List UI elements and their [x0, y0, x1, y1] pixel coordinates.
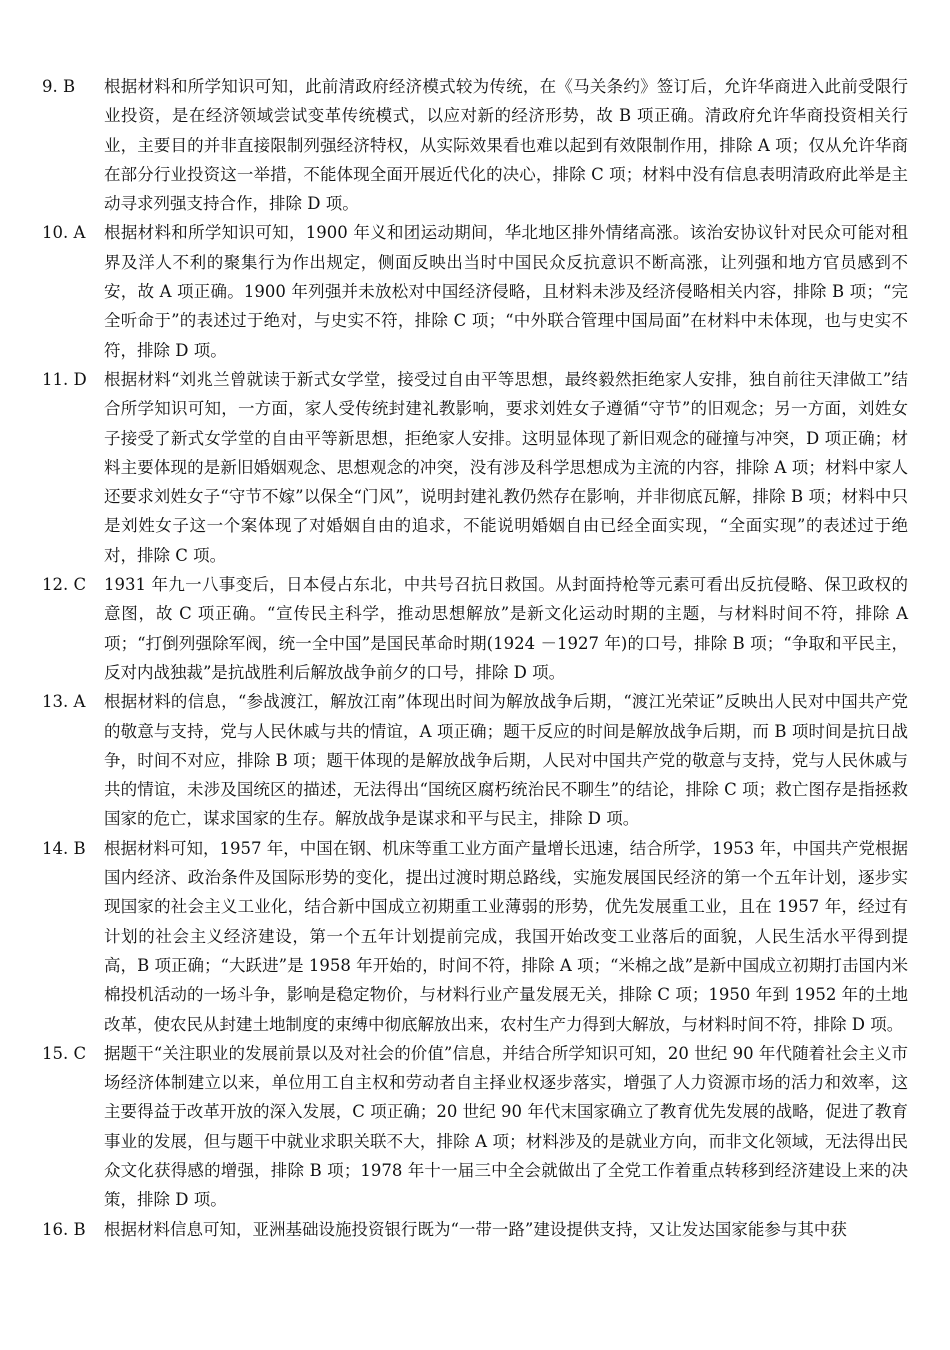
answer-explanation: 根据材料的信息，“参战渡江，解放江南”体现出时间为解放战争后期，“渡江光荣证”反映出人民对中国共产党的敬意与支持，党与人民休戚与共的情谊，A 项正确；题干反应的时间是解放战争后期，而 B 项时间是抗日战争，时间不对应，排除 B 项；题干体现的是解放战争后期，人民对中国共产党的敬意与支持，党与人民休戚与共的情谊，未涉及国统区的描述，无法得出“国统区腐朽统治民不聊生”的结论，排除 C 项；救亡图存是指拯救国家的危亡，谋求国家的生存。解放战争是谋求和平与民主，排除 D 项。 [104, 692, 908, 829]
answer-explanation: 根据材料和所学知识可知，1900 年义和团运动期间，华北地区排外情绪高涨。该治安协议针对民众可能对租界及洋人不利的聚集行为作出规定，侧面反映出当时中国民众反抗意识不断高涨，让列强和地方官员感到不安，故 A 项正确。1900 年列强并未放松对中国经济侵略，且材料未涉及经济侵略相关内容，排除 B 项；“完全听命于”的表述过于绝对，与史实不符，排除 C 项；“中外联合管理中国局面”在材料中未体现，也与史实不符，排除 D 项。 [104, 223, 908, 360]
answer-item-10 [42, 218, 908, 364]
answer-explanation: 根据材料可知，1957 年，中国在钢、机床等重工业方面产量增长迅速，结合所学，1953 年，中国共产党根据国内经济、政治条件及国际形势的变化，提出过渡时期总路线，实施发展国民经济的第一个五年计划，逐步实现国家的社会主义工业化，结合新中国成立初期重工业薄弱的形势，优先发展重工业，且在 1957 年，经过有计划的社会主义经济建设，第一个五年计划提前完成，我国开始改变工业落后的面貌，人民生活水平得到提高，B 项正确；“大跃进”是 1958 年开始的，时间不符，排除 A 项；“米棉之战”是新中国成立初期打击国内米棉投机活动的一场斗争，影响是稳定物价，与材料行业产量发展无关，排除 C 项；1950 年到 1952 年的土地改革，使农民从封建土地制度的束缚中彻底解放出来，农村生产力得到大解放，与材料时间不符，排除 D 项。 [104, 838, 908, 1034]
answer-item-12 [42, 570, 908, 687]
answer-item-11 [42, 365, 908, 570]
answer-explanation: 根据材料信息可知，亚洲基础设施投资银行既为“一带一路”建设提供支持，又让发达国家能参与其中获 [104, 1219, 847, 1239]
answer-number: 9. B [42, 77, 76, 96]
answer-number: 14. B [42, 838, 86, 858]
answer-explanation: 根据材料和所学知识可知，此前清政府经济模式较为传统，在《马关条约》签订后，允许华商进入此前受限行业投资，是在经济领域尝试变革传统模式，以应对新的经济形势，故 B 项正确。清政府允许华商投资相关行业，主要目的并非直接限制列强经济特权，从实际效果看也难以起到有效限制作用，排除 A 项；仅从允许华商在部分行业投资这一举措，不能体现全面开展近代化的决心，排除 C 项；材料中没有信息表明清政府此举是主动寻求列强支持合作，排除 D 项。 [104, 77, 908, 214]
answer-number: 11. D [42, 369, 87, 389]
answer-explanation: 根据材料“刘兆兰曾就读于新式女学堂，接受过自由平等思想，最终毅然拒绝家人安排，独自前往天津做工”结合所学知识可知，一方面，家人受传统封建礼教影响，要求刘姓女子遵循“守节”的旧观念；另一方面，刘姓女子接受了新式女学堂的自由平等新思想，拒绝家人安排。这明显体现了新旧观念的碰撞与冲突，D 项正确；材料主要体现的是新旧婚姻观念、思想观念的冲突，没有涉及科学思想成为主流的内容，排除 A 项；材料中家人还要求刘姓女子“守节不嫁”以保全“门风”，说明封建礼教仍然存在影响，并非彻底瓦解，排除 B 项；材料中只是刘姓女子这一个案体现了对婚姻自由的追求，不能说明婚姻自由已经全面实现，“全面实现”的表述过于绝对，排除 C 项。 [104, 369, 908, 565]
answer-number: 16. B [42, 1219, 86, 1239]
answer-item-14 [42, 834, 908, 1039]
answer-number: 10. A [42, 223, 86, 243]
answer-number: 12. C [42, 575, 87, 595]
answer-explanation: 据题干“关注职业的发展前景以及对社会的价值”信息，并结合所学知识可知，20 世纪 90 年代随着社会主义市场经济体制建立以来，单位用工自主权和劳动者自主择业权逐步落实，增强了人力资源市场的活力和效率，这主要得益于改革开放的深入发展，C 项正确；20 世纪 90 年代末国家确立了教育优先发展的战略，促进了教育事业的发展，但与题干中就业求职关联不大，排除 A 项；材料涉及的是就业方向，而非文化领域，无法得出民众文化获得感的增强，排除 B 项；1978 年十一届三中全会就做出了全党工作着重点转移到经济建设上来的决策，排除 D 项。 [104, 1043, 908, 1210]
answer-explanation: 1931 年九一八事变后，日本侵占东北，中共号召抗日救国。从封面持枪等元素可看出反抗侵略、保卫政权的意图，故 C 项正确。“宣传民主科学，推动思想解放”是新文化运动时期的主题，与材料时间不符，排除 A 项；“打倒列强除军阀，统一全中国”是国民革命时期(1924 －1927 年)的口号，排除 B 项；“争取和平民主，反对内战独裁”是抗战胜利后解放战争前夕的口号，排除 D 项。 [104, 575, 908, 682]
answer-item-13 [42, 687, 908, 833]
answer-number: 15. C [42, 1043, 87, 1063]
answer-item-9 [42, 72, 908, 218]
answer-number: 13. A [42, 692, 86, 712]
answer-item-16 [42, 1215, 908, 1244]
answer-item-15 [42, 1039, 908, 1215]
